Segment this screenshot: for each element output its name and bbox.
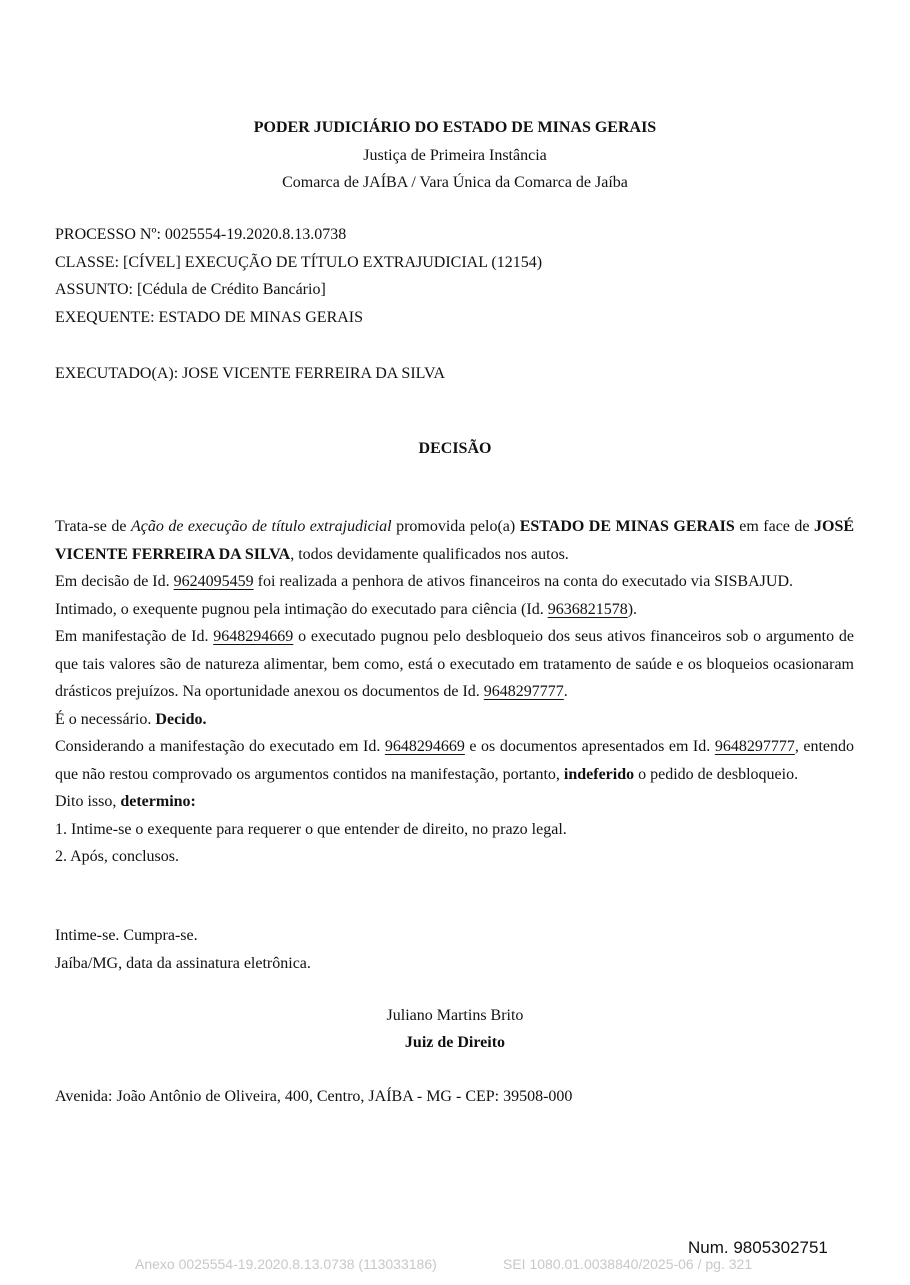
executado-line: EXECUTADO(A): JOSE VICENTE FERREIRA DA SILVA: [55, 365, 445, 382]
comarca-heading: Comarca de JAÍBA / Vara Única da Comarca de Jaíba: [282, 174, 628, 191]
decision-body: [55, 513, 854, 871]
document-id-link[interactable]: 9648297777: [483, 683, 564, 700]
document-id-link[interactable]: 9624095459: [173, 573, 254, 590]
document-id-link[interactable]: 9636821578: [547, 600, 628, 618]
paragraph-considerando: Considerando a manifestação do executado em Id. 9648294669 e os documentos apresentados em Id. 9648297777, entendo que não restou comprovado os argumentos contidos na manifestação, portanto, indeferido o pedido de desbloqueio.: [55, 738, 854, 783]
paragraph-intro: Trata-se de Ação de execução de título extrajudicial promovida pelo(a) ESTADO DE MINAS GERAIS em face de JOSÉ VICENTE FERREIRA DA SILVA, todos devidamente qualificados nos autos.: [55, 518, 855, 563]
assunto-line: ASSUNTO: [Cédula de Crédito Bancário]: [55, 281, 326, 298]
signer-name: Juliano Martins Brito: [386, 1007, 524, 1024]
defendant-name: JOSÉ VICENTE FERREIRA DA SILVA: [55, 518, 855, 563]
paragraph-determino: Dito isso, determino:: [55, 793, 196, 810]
instance-heading: Justiça de Primeira Instância: [363, 147, 547, 164]
paragraph-intimado: Intimado, o exequente pugnou pela intimação do executado para ciência (Id. 9636821578).: [55, 600, 638, 618]
document-id-link[interactable]: 9648297777: [714, 738, 795, 755]
document-id-link[interactable]: 9648294669: [384, 738, 465, 755]
document-title: DECISÃO: [418, 440, 492, 457]
list-item: 1. Intime-se o exequente para requerer o que entender de direito, no prazo legal.: [55, 820, 567, 838]
action-type: Ação de execução de título extrajudicial: [130, 518, 392, 535]
exequente-line: EXEQUENTE: ESTADO DE MINAS GERAIS: [55, 309, 364, 326]
date-line: Jaíba/MG, data da assinatura eletrônica.: [55, 955, 311, 972]
anexo-watermark: Anexo 0025554-19.2020.8.13.0738 (113033186): [135, 1256, 437, 1272]
closing-line: Intime-se. Cumpra-se.: [55, 927, 198, 944]
signer-role: Juiz de Direito: [404, 1034, 506, 1051]
document-number: Num. 9805302751: [688, 1238, 828, 1257]
document-id-link[interactable]: 9648294669: [213, 628, 294, 645]
paragraph-manifestacao: Em manifestação de Id. 9648294669 o executado pugnou pelo desbloqueio dos seus ativos financeiros sob o argumento de que tais valores são de natureza alimentar, bem como, está o executado em tratamento de saúde e os bloqueios ocasionaram drásticos prejuízos. Na oportunidade anexou os documentos de Id. 9648297777.: [55, 628, 855, 700]
plaintiff-name: ESTADO DE MINAS GERAIS: [519, 518, 735, 535]
court-address: Avenida: João Antônio de Oliveira, 400, Centro, JAÍBA - MG - CEP: 39508-000: [55, 1088, 573, 1105]
list-item: 2. Após, conclusos.: [55, 848, 179, 865]
court-heading: PODER JUDICIÁRIO DO ESTADO DE MINAS GERAIS: [253, 119, 657, 136]
paragraph-decido: É o necessário. Decido.: [55, 710, 207, 728]
paragraph-penhora: Em decisão de Id. 9624095459 foi realizada a penhora de ativos financeiros na conta do executado via SISBAJUD.: [55, 573, 793, 590]
sei-watermark: SEI 1080.01.0038840/2025-06 / pg. 321: [503, 1256, 753, 1272]
processo-line: PROCESSO Nº: 0025554-19.2020.8.13.0738: [55, 226, 347, 243]
classe-line: CLASSE: [CÍVEL] EXECUÇÃO DE TÍTULO EXTRAJUDICIAL (12154): [55, 254, 543, 271]
